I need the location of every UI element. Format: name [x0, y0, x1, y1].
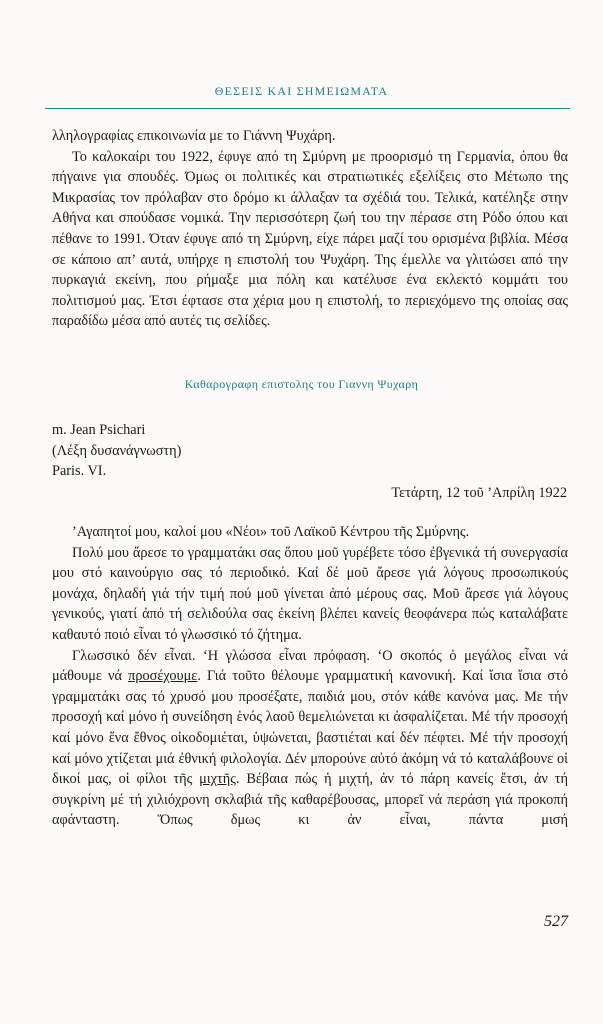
intro-text [52, 126, 568, 332]
letter-paragraph [52, 646, 568, 831]
address-line: Paris. VI. [52, 463, 107, 480]
underlined-word: προσέχουμε [128, 668, 198, 685]
address-line: m. Jean Psichari [52, 422, 146, 438]
intro-first-line: λληλογραφίας επικοινωνία με το Γιάννη Ψυχάρη. [52, 128, 336, 144]
letter-body [52, 522, 568, 831]
text-run: . Βέβαια πώς ἡ μιχτή, ἀν τό πάρη κανείς ἔτσι, ἀν τή συγκρίνη μέ τή χιλιόχρονη σκλαβιά τῆς καθαρέβουσας, μπορεῖ νά περάση γιά προκοπή αφάνταστη. Ὅπως δμως κι ἀν εἶναι, πάντα μισή [52, 771, 569, 829]
letter-date: Τετάρτη, 12 τοῦ ’Απρίλη 1922 [391, 485, 567, 501]
header-rule [45, 108, 570, 109]
text-run: Γλωσσικό δέν εἶναι. ‘Η γλώσσα εἶναι πρόφαση. ‘Ο σκοπός ὁ μεγάλος εἶναι νά μάθουμε νά [52, 647, 568, 685]
underlined-word: μιχτῆς [199, 771, 236, 788]
address-line: (Λέξη δυσανάγνωστη) [52, 442, 182, 459]
running-head: ΘΕΣΕΙΣ ΚΑΙ ΣΗΜΕΙΩΜΑΤΑ [214, 84, 389, 98]
letter-salutation: ’Αγαπητοί μου, καλοί μου «Νέοι» τοῦ Λαϊκοῦ Κέντρου τῆς Σμύρνης. [72, 524, 470, 540]
section-title: Καθαρογραφη επιστολης του Γιαννη Ψυχαρη [184, 377, 419, 391]
letter-address [52, 420, 352, 482]
text-run: . Γιά τοῦτο θέλουμε γραμματική κανονική. Καί ἴσια ἴσια στό γραμματάκι σας τό χρυσό μου προσέξατε, παιδιά μου, στόν κάθε κανόνα μας. Με τήν προσοχή καί μόνο ἡ συνείδηση ἑνός λαοῦ θεμελιώνεται κι ἀσφαλίζεται. Μέ τήν προσοχή καί μόνο ἕνα ἔθνος οἰκοδομιέται, ὑψώνεται, βαστιέται καί δέν πέφτει. Μέ τήν προσοχή καί μόνο χτίζεται μιά ἐθνική φιλολογία. Δέν μπορούνε αὐτό ἀκόμη νά τό καταλάβουνε οἱ δικοί μας, οἱ φίλοι τῆς [52, 668, 568, 788]
page-number: 527 [544, 913, 568, 930]
intro-paragraph: Το καλοκαίρι του 1922, έφυγε από τη Σμύρνη με προορισμό τη Γερμανία, όπου θα πήγαινε για σπουδές. Όμως οι πολιτικές και στρατιωτικές εξελίξεις στο Μέτωπο της Μικρασίας τον πρόλαβαν στο δρόμο κι άλλαξαν τα σχέδιά του. Τελικά, κατέληξε στην Αθήνα και σπούδασε νομικά. Την περισσότερη ζωή του την πέρασε στη Ρόδο όπου και πέθανε το 1991. Όταν έφυγε από τη Σμύρνη, είχε πάρει μαζί του ορισμένα βιβλία. Μέσα σε κάποιο απ’ αυτά, υπήρχε η επιστολή του Ψυχάρη. Της έμελλε να γλιτώσει από την πυρκαγιά εκείνη, που ρήμαξε μια πόλη και κατέλυσε ένα εκλεκτό κομμάτι του πολιτισμού μας. Έτσι έφτασε στα χέρια μου η επιστολή, το περιεχόμενο της οποίας σας παραδίδω μέσα από αυτές τις σελίδες. [52, 148, 568, 330]
letter-paragraph: Πολύ μου ἄρεσε το γραμματάκι σας ὅπου μοῦ γυρέβετε τόσο ἐβγενικά τή συνεργασία μου στό καινούργιο σας τό περιοδικό. Καί δέ μοῦ ἄρεσε γιά λόγους προσωπικούς μονάχα, δηλαδή γιά τήν τιμή πού μοῦ γίνεται ἀπό μέρους σας. Μοῦ ἄρεσε γιά λόγους γενικούς, γιατί ἀπό τή σελιδούλα σας ἐκείνη βλέπει κανείς θεοφάνερα πώς καταλάβατε καθαυτό ποιό εἶναι τό γλωσσικό τό ζήτημα. [52, 544, 568, 643]
